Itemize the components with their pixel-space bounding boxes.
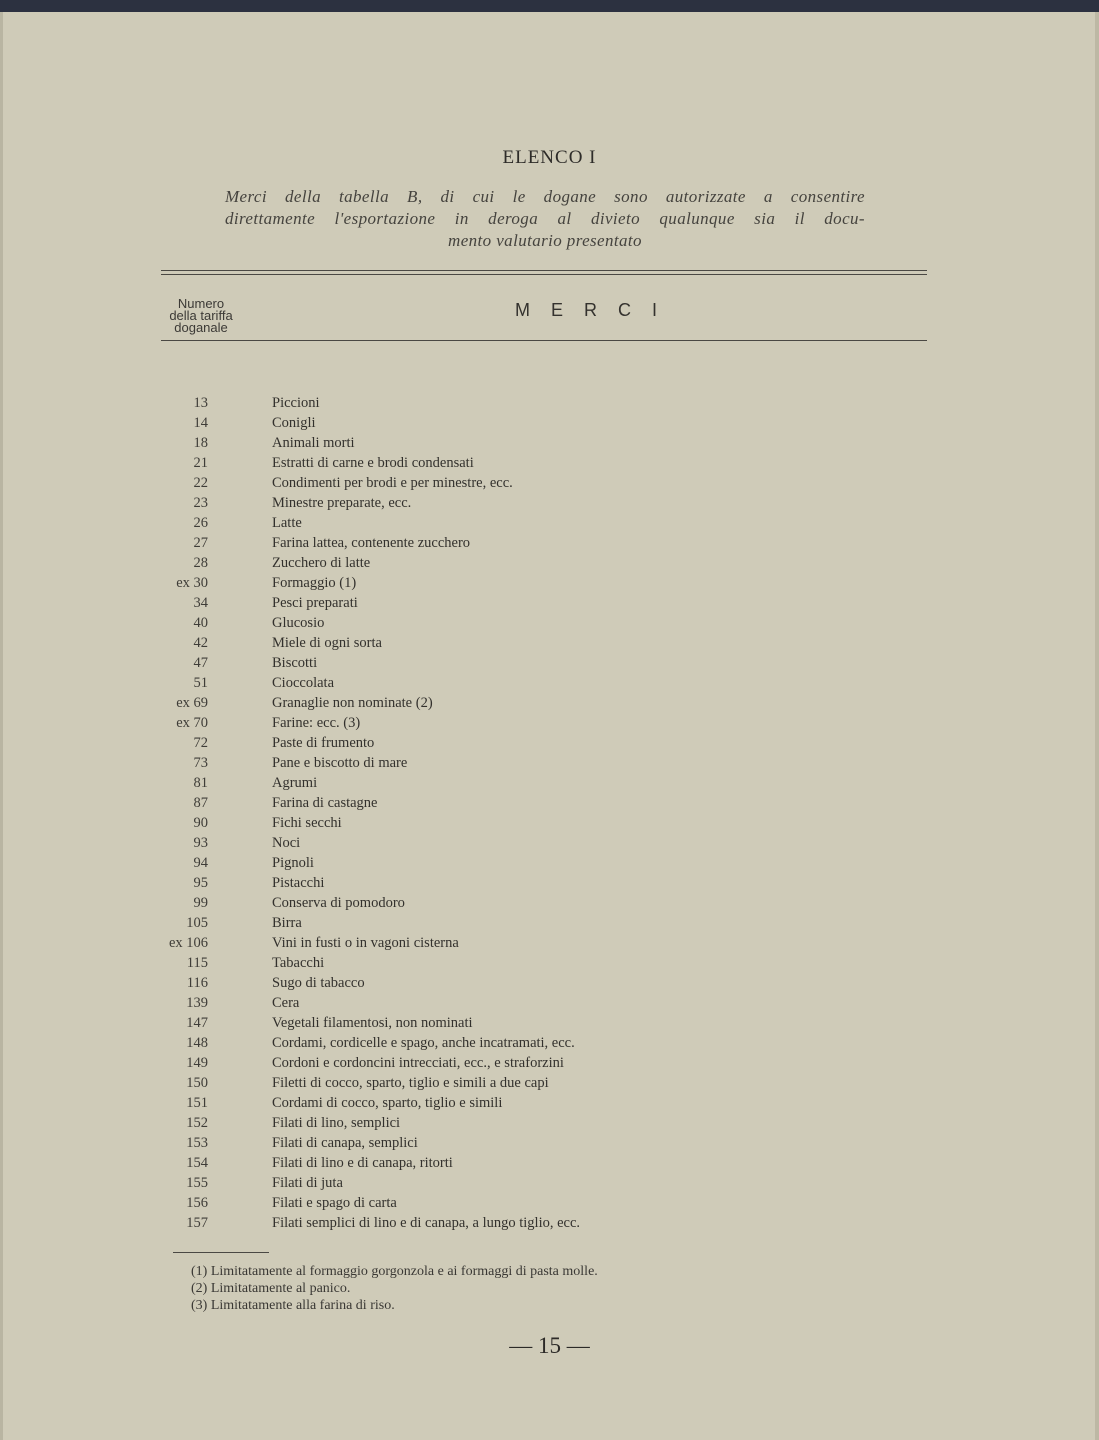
list-item	[0, 1035, 1099, 1055]
list-item	[0, 575, 1099, 595]
list-item	[0, 675, 1099, 695]
tariff-number: 13	[193, 395, 208, 411]
column-header-number-line-3: doganale	[174, 320, 228, 335]
column-header-number-line-2: della tariffa	[169, 308, 233, 323]
tariff-number: 154	[186, 1155, 208, 1171]
list-item	[0, 635, 1099, 655]
list-item	[0, 775, 1099, 795]
goods-description: Zucchero di latte	[272, 555, 371, 571]
goods-description: Latte	[272, 515, 302, 531]
goods-description: Miele di ogni sorta	[272, 635, 382, 651]
tariff-number: 40	[193, 615, 208, 631]
scan-top-edge	[0, 0, 1099, 12]
goods-description: Cera	[272, 995, 300, 1011]
goods-description: Biscotti	[272, 655, 318, 671]
tariff-number: 156	[186, 1195, 208, 1211]
tariff-number: ex 106	[168, 935, 208, 951]
tariff-number: 105	[186, 915, 208, 931]
tariff-number: 51	[193, 675, 208, 691]
list-item	[0, 995, 1099, 1015]
goods-list	[0, 395, 1099, 1235]
goods-description: Conigli	[272, 415, 316, 431]
tariff-number: 94	[193, 855, 208, 871]
tariff-number: 23	[193, 495, 208, 511]
list-item	[0, 1155, 1099, 1175]
goods-description: Cordoni e cordoncini intrecciati, ecc., e straforzini	[272, 1055, 564, 1071]
column-header-merci: MERCI	[515, 300, 678, 320]
subtitle-line-1: Merci della tabella B, di cui le dogane sono autorizzate a consentire	[225, 187, 865, 206]
tariff-number: 152	[186, 1115, 208, 1131]
tariff-number: 115	[186, 955, 208, 971]
goods-description: Birra	[272, 915, 302, 931]
tariff-number: 72	[193, 735, 208, 751]
goods-description: Formaggio (1)	[272, 575, 357, 591]
list-item	[0, 895, 1099, 915]
tariff-number: 81	[193, 775, 208, 791]
goods-description: Filati semplici di lino e di canapa, a lungo tiglio, ecc.	[272, 1215, 581, 1231]
goods-description: Filati di canapa, semplici	[272, 1135, 418, 1151]
tariff-number: 18	[193, 435, 208, 451]
footnotes	[191, 1263, 598, 1314]
tariff-number: 34	[193, 595, 208, 611]
list-item	[0, 595, 1099, 615]
goods-description: Filati di lino e di canapa, ritorti	[272, 1155, 453, 1171]
list-item	[0, 875, 1099, 895]
list-item	[0, 455, 1099, 475]
column-header-number-line-1: Numero	[177, 296, 225, 311]
goods-description: Filati di lino, semplici	[272, 1115, 401, 1131]
tariff-number: 149	[186, 1055, 208, 1071]
page-title: ELENCO I	[502, 147, 597, 168]
list-item	[0, 395, 1099, 415]
goods-description: Conserva di pomodoro	[272, 895, 405, 911]
list-item	[0, 655, 1099, 675]
goods-description: Glucosio	[272, 615, 325, 631]
list-item	[0, 1055, 1099, 1075]
goods-description: Farine: ecc. (3)	[272, 715, 361, 731]
tariff-number: 99	[193, 895, 208, 911]
tariff-number: ex 30	[176, 575, 208, 591]
list-item	[0, 735, 1099, 755]
goods-description: Pistacchi	[272, 875, 325, 891]
list-item	[0, 495, 1099, 515]
tariff-number: 157	[186, 1215, 208, 1231]
tariff-number: 87	[193, 795, 208, 811]
tariff-number: ex 70	[176, 715, 208, 731]
list-item	[0, 1075, 1099, 1095]
list-item	[0, 855, 1099, 875]
goods-description: Farina di castagne	[272, 795, 378, 811]
footnote-3: (3) Limitatamente alla farina di riso.	[191, 1298, 395, 1313]
tariff-number: 47	[193, 655, 208, 671]
goods-description: Pignoli	[272, 855, 314, 871]
tariff-number: 90	[193, 815, 208, 831]
list-item	[0, 795, 1099, 815]
goods-description: Filati di juta	[272, 1175, 343, 1191]
footnote-divider	[173, 1252, 269, 1253]
tariff-number: 21	[193, 455, 208, 471]
list-item	[0, 1195, 1099, 1215]
goods-description: Minestre preparate, ecc.	[272, 495, 412, 511]
goods-description: Tabacchi	[272, 955, 325, 971]
list-item	[0, 1095, 1099, 1115]
header-top-rule	[161, 270, 927, 271]
goods-description: Paste di frumento	[272, 735, 375, 751]
goods-description: Estratti di carne e brodi condensati	[272, 455, 474, 471]
goods-description: Farina lattea, contenente zucchero	[272, 535, 471, 551]
tariff-number: 93	[193, 835, 208, 851]
tariff-number: 27	[193, 535, 208, 551]
list-item	[0, 715, 1099, 735]
list-item	[0, 1015, 1099, 1035]
list-item	[0, 615, 1099, 635]
tariff-number: 139	[186, 995, 208, 1011]
list-item	[0, 915, 1099, 935]
tariff-number: 148	[186, 1035, 208, 1051]
tariff-number: 153	[186, 1135, 208, 1151]
tariff-number: 95	[193, 875, 208, 891]
list-item	[0, 435, 1099, 455]
goods-description: Fichi secchi	[272, 815, 342, 831]
list-item	[0, 475, 1099, 495]
tariff-number: 26	[193, 515, 208, 531]
list-item	[0, 555, 1099, 575]
goods-description: Noci	[272, 835, 301, 851]
tariff-number: 42	[193, 635, 208, 651]
goods-description: Cordami di cocco, sparto, tiglio e simili	[272, 1095, 503, 1111]
subtitle-line-3: mento valutario presentato	[448, 231, 642, 250]
list-item	[0, 535, 1099, 555]
header-bottom-rule	[161, 340, 927, 341]
tariff-number: 155	[186, 1175, 208, 1191]
tariff-number: 73	[193, 755, 208, 771]
list-item	[0, 695, 1099, 715]
page-number: — 15 —	[509, 1333, 590, 1358]
footnote-2: (2) Limitatamente al panico.	[191, 1281, 351, 1296]
goods-description: Agrumi	[272, 775, 318, 791]
goods-description: Filetti di cocco, sparto, tiglio e simili a due capi	[272, 1075, 549, 1091]
goods-description: Vegetali filamentosi, non nominati	[272, 1015, 473, 1031]
goods-description: Cioccolata	[272, 675, 335, 691]
tariff-number: 14	[193, 415, 208, 431]
column-header-number	[156, 298, 246, 334]
list-item	[0, 815, 1099, 835]
page-subtitle	[225, 186, 865, 252]
list-item	[0, 975, 1099, 995]
tariff-number: 147	[186, 1015, 208, 1031]
list-item	[0, 515, 1099, 535]
goods-description: Sugo di tabacco	[272, 975, 365, 991]
tariff-number: ex 69	[176, 695, 208, 711]
goods-description: Condimenti per brodi e per minestre, ecc.	[272, 475, 513, 491]
tariff-number: 28	[193, 555, 208, 571]
tariff-number: 150	[186, 1075, 208, 1091]
tariff-number: 22	[193, 475, 208, 491]
list-item	[0, 1115, 1099, 1135]
tariff-number: 116	[186, 975, 208, 991]
subtitle-line-2: direttamente l'esportazione in deroga al divieto qualunque sia il docu-	[225, 209, 865, 228]
list-item	[0, 955, 1099, 975]
list-item	[0, 415, 1099, 435]
list-item	[0, 1215, 1099, 1235]
list-item	[0, 835, 1099, 855]
tariff-number: 151	[186, 1095, 208, 1111]
goods-description: Filati e spago di carta	[272, 1195, 397, 1211]
goods-description: Animali morti	[272, 435, 355, 451]
goods-description: Pesci preparati	[272, 595, 358, 611]
goods-description: Cordami, cordicelle e spago, anche incatramati, ecc.	[272, 1035, 575, 1051]
goods-description: Pane e biscotto di mare	[272, 755, 408, 771]
list-item	[0, 1175, 1099, 1195]
header-top-rule-double	[161, 274, 927, 275]
footnote-1: (1) Limitatamente al formaggio gorgonzola e ai formaggi di pasta molle.	[191, 1264, 598, 1279]
list-item	[0, 755, 1099, 775]
goods-description: Granaglie non nominate (2)	[272, 695, 433, 711]
list-item	[0, 1135, 1099, 1155]
goods-description: Vini in fusti o in vagoni cisterna	[272, 935, 459, 951]
goods-description: Piccioni	[272, 395, 320, 411]
list-item	[0, 935, 1099, 955]
